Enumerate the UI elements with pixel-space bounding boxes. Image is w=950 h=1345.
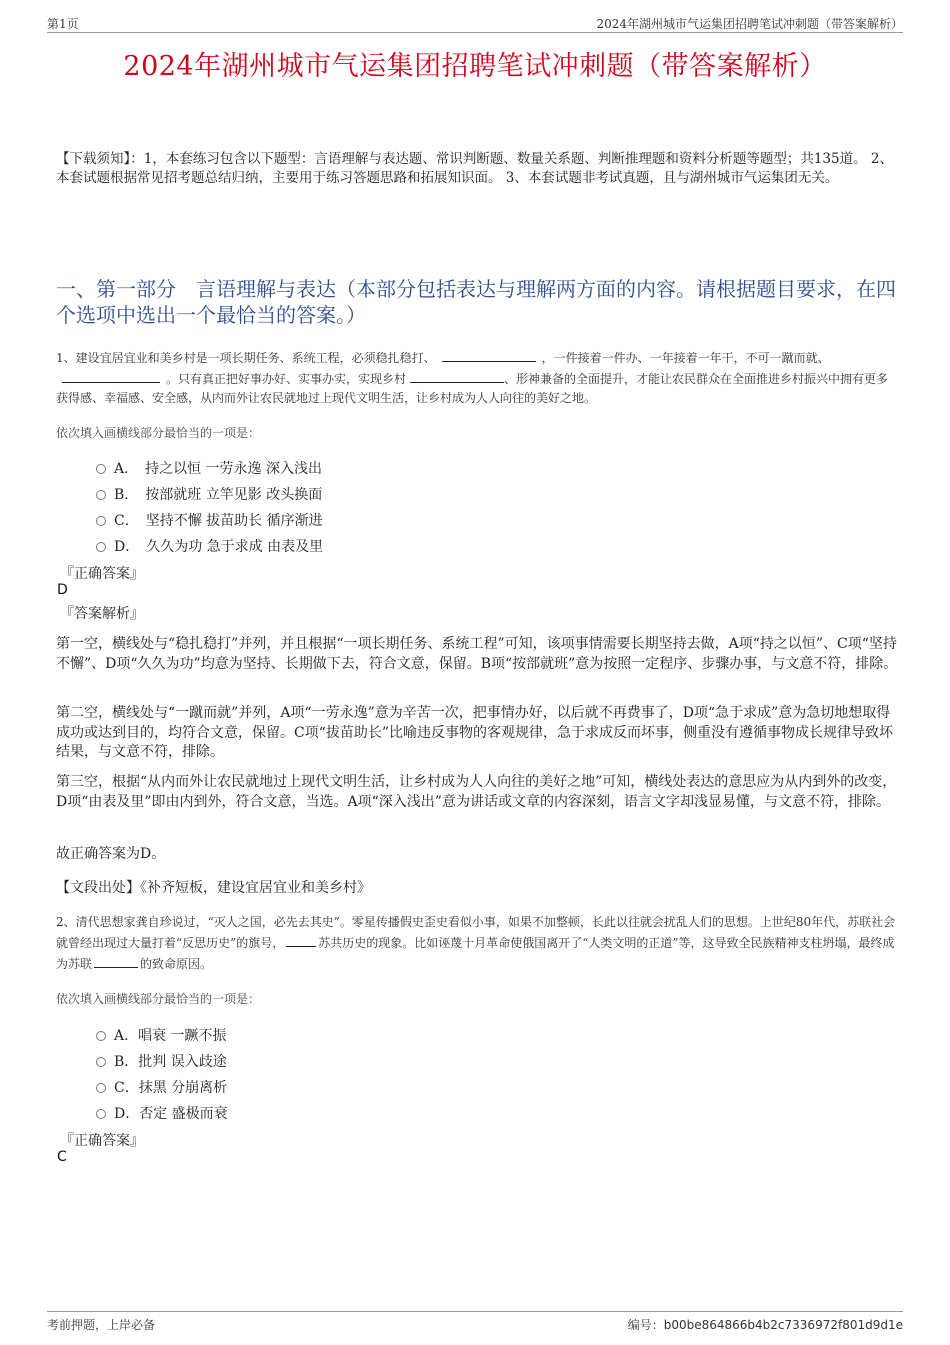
radio-icon[interactable] bbox=[96, 1109, 106, 1119]
analysis-source: 【文段出处】《补齐短板，建设宜居宜业和美乡村》 bbox=[56, 880, 371, 896]
document-title: 2024年湖州城市气运集团招聘笔试冲刺题（带答案解析） bbox=[123, 51, 827, 82]
radio-icon[interactable] bbox=[96, 542, 106, 552]
question-2-prompt: 依次填入画横线部分最恰当的一项是： bbox=[56, 992, 261, 1006]
question-2-stem: 2、清代思想家龚自珍说过，“灭人之国，必先去其史”。零星传播假史歪史看似小事，如果不加整顿，长此以往就会扰乱人们的思想。上世纪80年代，苏联社会就曾经出现过大量打着“反思历史”的旗号， 苏共历史的现象。比如诬蔑十月革命使俄国离开了“人类文明的正道”等，这导致全民族精神支柱坍塌，最终成为苏联 的致命原因。 bbox=[56, 915, 896, 971]
question-1-prompt: 依次填入画横线部分最恰当的一项是： bbox=[56, 426, 261, 440]
footer-code: 编号：b00be864866b4b2c7336972f801d9d1e bbox=[627, 1318, 903, 1332]
question-1-analysis-label: 『答案解析』 bbox=[60, 606, 144, 622]
question-1-option-c[interactable]: C． 坚持不懈 拔苗助长 循序渐进 bbox=[96, 510, 323, 530]
question-1-option-b[interactable]: B． 按部就班 立竿见影 改头换面 bbox=[96, 484, 322, 504]
question-2-option-c[interactable]: C．抹黑 分崩离析 bbox=[96, 1077, 227, 1097]
radio-icon[interactable] bbox=[96, 1083, 106, 1093]
header-doc-title: 2024年湖州城市气运集团招聘笔试冲刺题（带答案解析） bbox=[596, 17, 903, 31]
question-1-stem: 1、建设宜居宜业和美乡村是一项长期任务、系统工程，必须稳扎稳打、 ，一件接着一件办、一年接着一年干，不可一蹴而就、。只有真正把好事办好、实事办实，实现乡村 、形神兼备的全面提升，才能让农民群众在全面推进乡村振兴中拥有更多获得感、幸福感、安全感，从内而外让农民就地过上现代文明生活，让乡村成为人人向往的美好之地。 bbox=[56, 347, 898, 408]
question-2-option-d[interactable]: D．否定 盛极而衰 bbox=[96, 1103, 228, 1123]
fill-blank bbox=[62, 368, 160, 383]
question-2-option-a[interactable]: A．唱衰 一蹶不振 bbox=[96, 1025, 227, 1045]
radio-icon[interactable] bbox=[96, 464, 106, 474]
fill-blank bbox=[410, 368, 504, 383]
radio-icon[interactable] bbox=[96, 516, 106, 526]
fill-blank bbox=[286, 932, 316, 947]
analysis-paragraph: 第一空，横线处与“稳扎稳打”并列，并且根据“一项长期任务、系统工程”可知，该项事情需要长期坚持去做，A项“持之以恒”、C项“坚持不懈”、D项“久久为功”均意为坚持、长期做下去，符合文意，保留。B项“按部就班”意为按照一定程序、步骤办事，与文意不符，排除。 bbox=[56, 636, 898, 672]
analysis-paragraph: 第二空，横线处与“一蹴而就”并列，A项“一劳永逸”意为辛苦一次，把事情办好，以后就不再费事了，D项“急于求成”意为急切地想取得成功或达到目的，均符合文意，保留。C项“拔苗助长”比喻违反事物的客观规律，急于求成反而坏事，侧重没有遵循事物成长规律导致坏结果，与文意不符，排除。 bbox=[56, 705, 894, 760]
page-header bbox=[47, 12, 903, 33]
page-number: 第1页 bbox=[47, 17, 79, 31]
question-1-option-a[interactable]: A． 持之以恒 一劳永逸 深入浅出 bbox=[96, 458, 322, 478]
fill-blank bbox=[442, 347, 536, 362]
radio-icon[interactable] bbox=[96, 1057, 106, 1067]
question-1-answer-label: 『正确答案』 bbox=[60, 566, 144, 582]
footer-slogan: 考前押题，上岸必备 bbox=[47, 1318, 156, 1332]
page-footer bbox=[47, 1311, 903, 1332]
analysis-conclusion: 故正确答案为D。 bbox=[56, 846, 166, 862]
question-2-option-b[interactable]: B．批判 误入歧途 bbox=[96, 1051, 227, 1071]
radio-icon[interactable] bbox=[96, 1031, 106, 1041]
fill-blank bbox=[94, 953, 138, 968]
download-notice: 【下载须知】：1，本套练习包含以下题型：言语理解与表达题、常识判断题、数量关系题、判断推理题和资料分析题等题型；共135道。 2、本套试题根据常见招考题总结归纳，主要用于练习答题思路和拓展知识面。 3、本套试题非考试真题，且与湖州城市气运集团无关。 bbox=[56, 151, 893, 186]
radio-icon[interactable] bbox=[96, 490, 106, 500]
question-2-answer-label: 『正确答案』 bbox=[60, 1133, 144, 1149]
question-1-option-d[interactable]: D． 久久为功 急于求成 由表及里 bbox=[96, 536, 323, 556]
question-1-answer: D bbox=[57, 582, 68, 598]
analysis-paragraph: 第三空，根据“从内而外让农民就地过上现代文明生活，让乡村成为人人向往的美好之地”可知，横线处表达的意思应为从内到外的改变，D项“由表及里”即由内到外，符合文意，当选。A项“深入浅出”意为讲话或文章的内容深刻，语言文字却浅显易懂，与文意不符，排除。 bbox=[56, 774, 897, 810]
section-heading: 一、第一部分 言语理解与表达（本部分包括表达与理解两方面的内容。请根据题目要求，在四个选项中选出一个最恰当的答案。） bbox=[56, 277, 896, 327]
question-2-answer: C bbox=[57, 1149, 67, 1165]
